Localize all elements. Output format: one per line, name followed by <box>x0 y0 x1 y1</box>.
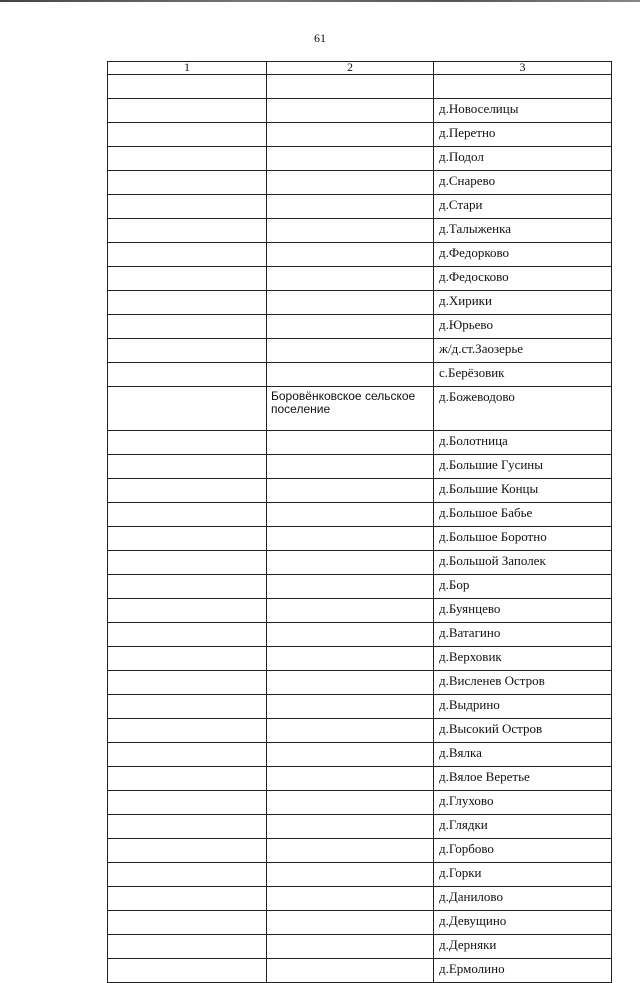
table-row <box>108 959 612 983</box>
table-row <box>108 863 612 887</box>
table-cell-c1 <box>108 99 267 123</box>
table-cell-c1 <box>108 911 267 935</box>
table-cell-c3: д.Божеводово <box>434 387 612 431</box>
table-cell-c1 <box>108 455 267 479</box>
table-cell-c2 <box>267 911 434 935</box>
table-cell-c2 <box>267 503 434 527</box>
table-cell-c3: д.Дерняки <box>434 935 612 959</box>
table-row <box>108 291 612 315</box>
table-row <box>108 99 612 123</box>
table-cell-c1 <box>108 647 267 671</box>
table-cell-c1 <box>108 291 267 315</box>
table-cell-c1 <box>108 623 267 647</box>
table-cell-c1 <box>108 123 267 147</box>
table-cell-c2 <box>267 479 434 503</box>
table-cell-c2 <box>267 695 434 719</box>
table-row <box>108 243 612 267</box>
table-row <box>108 839 612 863</box>
table-cell-c3: д.Большое Боротно <box>434 527 612 551</box>
table-cell-c2 <box>267 791 434 815</box>
table-cell-c1 <box>108 171 267 195</box>
table-row <box>108 75 612 99</box>
table-cell-c2 <box>267 527 434 551</box>
table-cell-c3: д.Большой Заполек <box>434 551 612 575</box>
table-cell-c3: д.Федосково <box>434 267 612 291</box>
table-cell-c2 <box>267 575 434 599</box>
table-row <box>108 431 612 455</box>
table-row <box>108 647 612 671</box>
table-header-row <box>108 62 612 75</box>
table-cell-c1 <box>108 503 267 527</box>
table-cell-c3: д.Хирики <box>434 291 612 315</box>
table-cell-c1 <box>108 743 267 767</box>
table-cell-c2 <box>267 767 434 791</box>
table-cell-c3: д.Снарево <box>434 171 612 195</box>
table-cell-c3: д.Федорково <box>434 243 612 267</box>
table-cell-c3: д.Бор <box>434 575 612 599</box>
table-cell-c1 <box>108 959 267 983</box>
table-cell-c3: д.Талыженка <box>434 219 612 243</box>
column-header-3: 3 <box>434 62 612 75</box>
table-cell-c1 <box>108 863 267 887</box>
table-cell-c2 <box>267 315 434 339</box>
table-cell-c1 <box>108 267 267 291</box>
table-row <box>108 267 612 291</box>
table-cell-c3: д.Глухово <box>434 791 612 815</box>
table-cell-c2 <box>267 431 434 455</box>
table-row <box>108 767 612 791</box>
table-cell-c3: д.Юрьево <box>434 315 612 339</box>
table-row <box>108 171 612 195</box>
table-cell-c1 <box>108 431 267 455</box>
table-cell-c3: д.Девущино <box>434 911 612 935</box>
table-cell-c3: д.Буянцево <box>434 599 612 623</box>
table-cell-c1 <box>108 695 267 719</box>
table-cell-c2 <box>267 671 434 695</box>
table-cell-c3: д.Выдрино <box>434 695 612 719</box>
table-cell-c1 <box>108 75 267 99</box>
table-row <box>108 479 612 503</box>
table-cell-c2 <box>267 123 434 147</box>
table-cell-c1 <box>108 527 267 551</box>
column-header-2: 2 <box>267 62 434 75</box>
table-cell-c1 <box>108 791 267 815</box>
table-cell-c2 <box>267 839 434 863</box>
table-cell-c2 <box>267 719 434 743</box>
table-row <box>108 575 612 599</box>
table-cell-c3: д.Большие Гусины <box>434 455 612 479</box>
table-cell-c1 <box>108 339 267 363</box>
table-row <box>108 147 612 171</box>
table-cell-c2 <box>267 339 434 363</box>
table-cell-c3: д.Вялое Веретье <box>434 767 612 791</box>
table-cell-c1 <box>108 363 267 387</box>
table-row <box>108 503 612 527</box>
table-cell-c2 <box>267 291 434 315</box>
table-cell-c3: д.Стари <box>434 195 612 219</box>
table-cell-c2 <box>267 147 434 171</box>
table-cell-c1 <box>108 147 267 171</box>
table-cell-c2 <box>267 99 434 123</box>
table-cell-c2: Боровёнковское сельское поселение <box>267 387 434 431</box>
table-row <box>108 671 612 695</box>
table-cell-c3: д.Подол <box>434 147 612 171</box>
table-cell-c2 <box>267 267 434 291</box>
table-cell-c2 <box>267 743 434 767</box>
table-cell-c3: д.Высокий Остров <box>434 719 612 743</box>
scan-top-edge <box>0 0 640 2</box>
table-row <box>108 339 612 363</box>
table-cell-c3: д.Висленев Остров <box>434 671 612 695</box>
table-row <box>108 387 612 431</box>
table-row <box>108 911 612 935</box>
table-cell-c3: д.Верховик <box>434 647 612 671</box>
table-cell-c1 <box>108 195 267 219</box>
table-row <box>108 695 612 719</box>
table-cell-c1 <box>108 243 267 267</box>
table-cell-c1 <box>108 887 267 911</box>
table-cell-c2 <box>267 171 434 195</box>
table-row <box>108 363 612 387</box>
table-row <box>108 123 612 147</box>
table-row <box>108 743 612 767</box>
table-row <box>108 315 612 339</box>
table-cell-c1 <box>108 219 267 243</box>
table-cell-c3: д.Ватагино <box>434 623 612 647</box>
table-cell-c1 <box>108 387 267 431</box>
table-cell-c2 <box>267 863 434 887</box>
table-cell-c3: д.Болотница <box>434 431 612 455</box>
table-cell-c2 <box>267 243 434 267</box>
table-cell-c2 <box>267 455 434 479</box>
table-cell-c1 <box>108 599 267 623</box>
column-header-1: 1 <box>108 62 267 75</box>
table-row <box>108 455 612 479</box>
table-row <box>108 887 612 911</box>
table-cell-c2 <box>267 75 434 99</box>
table-cell-c1 <box>108 719 267 743</box>
table-row <box>108 195 612 219</box>
table-cell-c1 <box>108 479 267 503</box>
table-cell-c2 <box>267 195 434 219</box>
table-cell-c3 <box>434 75 612 99</box>
table-cell-c3: д.Новоселицы <box>434 99 612 123</box>
table-cell-c3: с.Берёзовик <box>434 363 612 387</box>
table-cell-c2 <box>267 959 434 983</box>
page-number: 61 <box>314 31 326 45</box>
table-cell-c3: д.Горки <box>434 863 612 887</box>
table-cell-c2 <box>267 623 434 647</box>
table-cell-c1 <box>108 671 267 695</box>
table-cell-c1 <box>108 767 267 791</box>
table-cell-c3: д.Большое Бабье <box>434 503 612 527</box>
table-cell-c3: д.Вялка <box>434 743 612 767</box>
table-cell-c2 <box>267 551 434 575</box>
table-cell-c2 <box>267 647 434 671</box>
table-cell-c1 <box>108 815 267 839</box>
table-cell-c3: ж/д.ст.Заозерье <box>434 339 612 363</box>
table-row <box>108 815 612 839</box>
table-body <box>108 75 612 983</box>
table-cell-c3: д.Ермолино <box>434 959 612 983</box>
table-cell-c1 <box>108 839 267 863</box>
table-row <box>108 551 612 575</box>
table-cell-c2 <box>267 599 434 623</box>
table-row <box>108 219 612 243</box>
table-cell-c3: д.Данилово <box>434 887 612 911</box>
table-cell-c1 <box>108 575 267 599</box>
table-row <box>108 527 612 551</box>
table-row <box>108 623 612 647</box>
table-cell-c3: д.Горбово <box>434 839 612 863</box>
table-cell-c2 <box>267 815 434 839</box>
table-cell-c3: д.Глядки <box>434 815 612 839</box>
table-row <box>108 935 612 959</box>
table-cell-c1 <box>108 551 267 575</box>
table-cell-c2 <box>267 887 434 911</box>
table-cell-c3: д.Перетно <box>434 123 612 147</box>
table-row <box>108 599 612 623</box>
table-cell-c2 <box>267 935 434 959</box>
settlements-table <box>107 61 612 983</box>
table-cell-c2 <box>267 219 434 243</box>
table-cell-c2 <box>267 363 434 387</box>
table-cell-c3: д.Большие Концы <box>434 479 612 503</box>
table-cell-c1 <box>108 315 267 339</box>
table-row <box>108 791 612 815</box>
table-row <box>108 719 612 743</box>
table-cell-c1 <box>108 935 267 959</box>
